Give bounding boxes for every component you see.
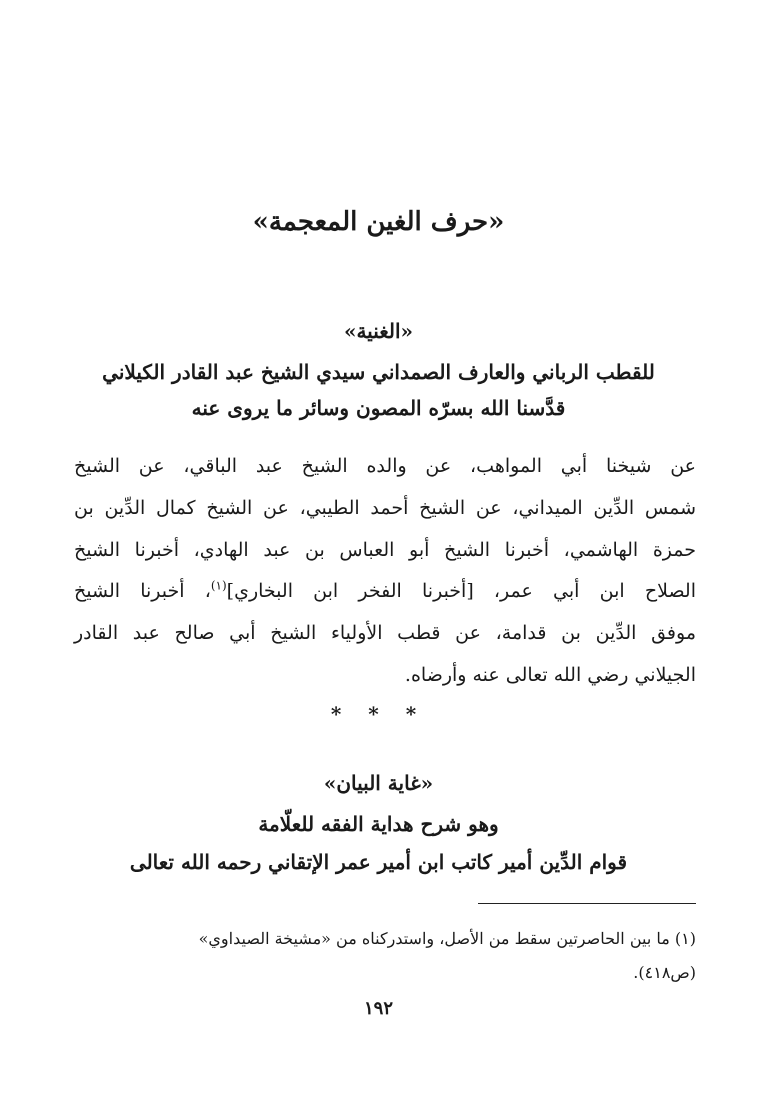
footnote-reference: (١) xyxy=(210,579,227,594)
body-line: الجيلاني رضي الله تعالى عنه وأرضاه. xyxy=(404,663,696,686)
section1-subtitle-line2: قدَّسنا الله بسرّه المصون وسائر ما يروى عنه xyxy=(191,396,566,420)
body-line-part: الصلاح ابن أبي عمر، [أخبرنا الفخر ابن البخاري] xyxy=(226,580,697,603)
section1-title: «الغنية» xyxy=(343,319,414,343)
body-line-with-footnote xyxy=(74,571,696,613)
body-line: عن شيخنا أبي المواهب، عن والده الشيخ عبد الباقي، عن الشيخ xyxy=(74,455,696,477)
body-line-part: ، أخبرنا الشيخ xyxy=(74,580,211,603)
footnote-line2: (ص٤١٨). xyxy=(633,963,696,982)
footnote xyxy=(74,922,696,990)
section2-subtitle-line1: وهو شرح هداية الفقه للعلّامة xyxy=(258,812,499,836)
body-line: شمس الدِّين الميداني، عن الشيخ أحمد الطيبي، عن الشيخ كمال الدِّين بن xyxy=(74,496,696,519)
footnote-line1: (١) ما بين الحاصرتين سقط من الأصل، واستدركناه من «مشيخة الصيداوي» xyxy=(198,929,696,948)
page-number: ١٩٢ xyxy=(363,998,393,1019)
section1-body xyxy=(74,446,696,697)
section1-subtitle-line1: للقطب الرباني والعارف الصمداني سيدي الشيخ عبد القادر الكيلاني xyxy=(102,360,655,384)
section2-subtitle-line2: قوام الدِّين أمير كاتب ابن أمير عمر الإتقاني رحمه الله تعالى xyxy=(129,850,628,874)
chapter-title: «حرف الغين المعجمة» xyxy=(252,207,505,237)
section2-title: «غاية البيان» xyxy=(323,771,434,795)
body-line: موفق الدِّين بن قدامة، عن قطب الأولياء الشيخ أبي صالح عبد القادر xyxy=(74,622,696,645)
footnote-divider xyxy=(478,903,696,904)
section-separator: * * * xyxy=(330,702,427,726)
body-line: حمزة الهاشمي، أخبرنا الشيخ أبو العباس بن عبد الهادي، أخبرنا الشيخ xyxy=(74,538,696,561)
